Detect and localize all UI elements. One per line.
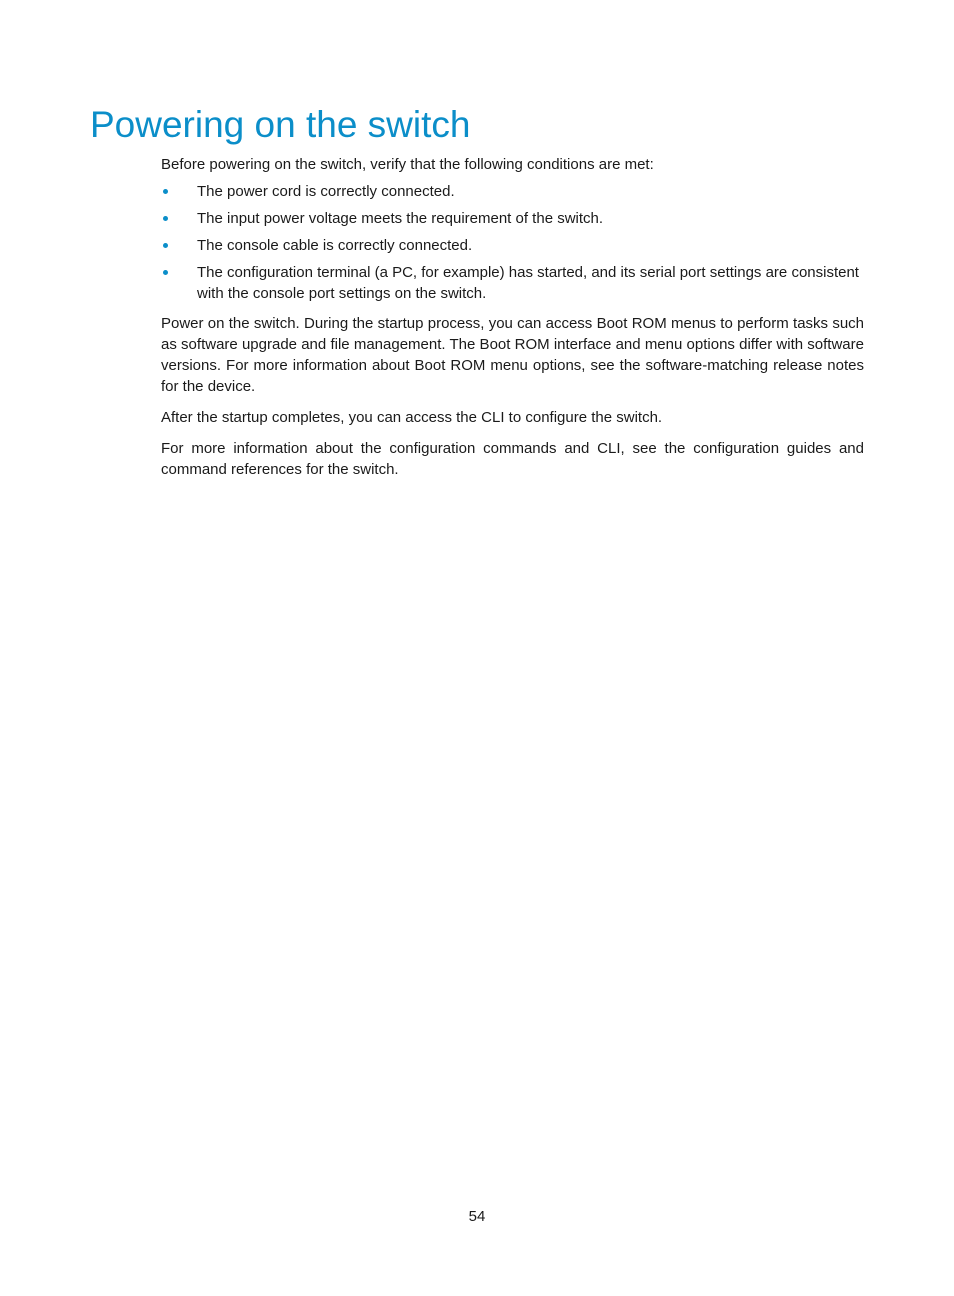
bullet-icon <box>163 243 168 248</box>
list-item-text: The configuration terminal (a PC, for example) has started, and its serial port settings are consistent with the console port settings on the switch. <box>197 264 859 302</box>
list-item-text: The power cord is correctly connected. <box>197 183 455 200</box>
list-item-text: The console cable is correctly connected. <box>197 237 473 254</box>
list-item <box>161 208 864 229</box>
list-item-text: The input power voltage meets the requirement of the switch. <box>197 210 604 227</box>
page-title: Powering on the switch <box>90 104 471 145</box>
list-item <box>161 181 864 202</box>
bullet-icon <box>163 189 168 194</box>
bullet-icon <box>163 216 168 221</box>
body-paragraph: After the startup completes, you can access the CLI to configure the switch. <box>161 409 663 426</box>
body-paragraph: Power on the switch. During the startup process, you can access Boot ROM menus to perform tasks such as software upgrade and file management. The Boot ROM interface and menu options differ with software versions. For more information about Boot ROM menu options, see the software-matching release notes for the device. <box>161 315 864 395</box>
body-paragraph: For more information about the configuration commands and CLI, see the configuration guides and command references for the switch. <box>161 440 864 478</box>
page-number: 54 <box>468 1208 486 1225</box>
intro-paragraph: Before powering on the switch, verify that the following conditions are met: <box>161 156 654 173</box>
list-item <box>161 235 864 256</box>
bullet-icon <box>163 270 168 275</box>
page-content <box>161 154 864 490</box>
conditions-list <box>161 181 864 304</box>
list-item <box>161 262 864 304</box>
